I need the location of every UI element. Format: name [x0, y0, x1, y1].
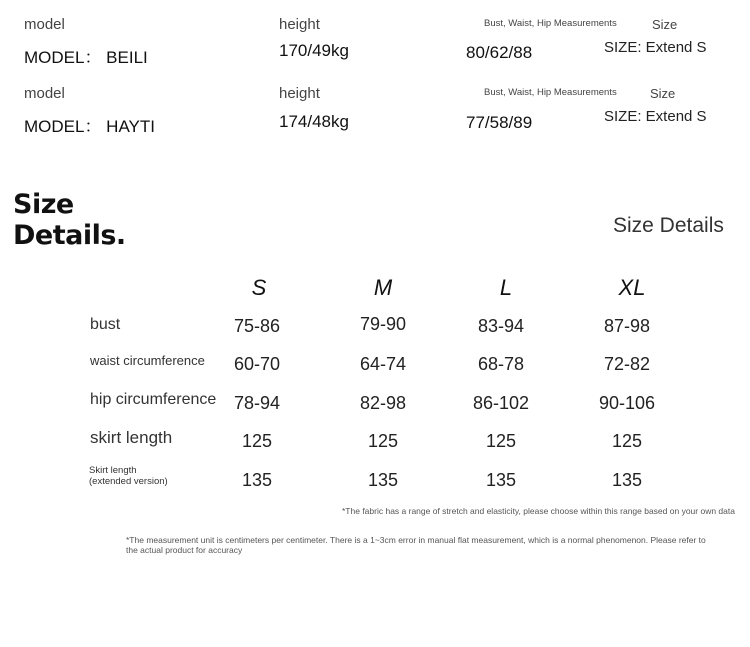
measurements-label: Bust, Waist, Hip Measurements	[484, 87, 617, 98]
table-cell: 125	[611, 431, 643, 451]
table-cell: 72-82	[603, 354, 651, 374]
model-name: MODEL： BEILI	[24, 48, 148, 67]
row-label-skirt-length: skirt length	[90, 428, 173, 447]
row-label-hip: hip circumference	[90, 391, 217, 408]
row-label-bust: bust	[90, 316, 121, 333]
table-cell: 78-94	[233, 393, 281, 413]
table-cell: 135	[241, 470, 273, 490]
model-measurements: 80/62/88	[466, 43, 533, 62]
height-label: height	[279, 16, 320, 33]
page-title: Size Details.	[13, 189, 126, 251]
model-size: SIZE: Extend S	[604, 108, 707, 125]
table-cell: 68-78	[477, 354, 525, 374]
table-cell: 83-94	[477, 316, 525, 336]
table-cell: 79-90	[359, 314, 407, 334]
model-measurements: 77/58/89	[466, 113, 533, 132]
column-header-s: S	[251, 275, 267, 300]
table-cell: 60-70	[233, 354, 281, 374]
table-cell: 64-74	[359, 354, 407, 374]
model-label: model	[24, 16, 65, 33]
fabric-note: *The fabric has a range of stretch and elasticity, please choose within this range based on your own data	[342, 506, 735, 516]
column-header-xl: XL	[618, 275, 646, 300]
model-height: 170/49kg	[279, 41, 349, 60]
model-size: SIZE: Extend S	[604, 39, 707, 56]
measurements-label: Bust, Waist, Hip Measurements	[484, 18, 617, 29]
measurement-note: *The measurement unit is centimeters per centimeter. There is a 1~3cm error in manual flat measurement, which is a normal phenomenon. Please refer to the actual product for accuracy	[126, 535, 706, 555]
table-cell: 75-86	[233, 316, 281, 336]
size-label: Size	[652, 17, 678, 32]
column-header-m: M	[373, 275, 393, 300]
size-details-heading: Size Details	[613, 214, 724, 237]
table-cell: 125	[241, 431, 273, 451]
column-header-l: L	[499, 275, 513, 300]
table-cell: 86-102	[472, 393, 530, 413]
table-cell: 87-98	[603, 316, 651, 336]
row-label-waist: waist circumference	[90, 353, 205, 368]
table-cell: 135	[485, 470, 517, 490]
row-label-skirt-length-extended: Skirt length (extended version)	[89, 465, 168, 487]
model-name: MODEL： HAYTI	[24, 117, 155, 136]
model-height: 174/48kg	[279, 112, 349, 131]
table-cell: 90-106	[598, 393, 656, 413]
size-label: Size	[650, 86, 676, 101]
table-cell: 125	[367, 431, 399, 451]
height-label: height	[279, 85, 320, 102]
table-cell: 135	[611, 470, 643, 490]
table-cell: 135	[367, 470, 399, 490]
table-cell: 82-98	[359, 393, 407, 413]
table-cell: 125	[485, 431, 517, 451]
model-label: model	[24, 85, 65, 102]
